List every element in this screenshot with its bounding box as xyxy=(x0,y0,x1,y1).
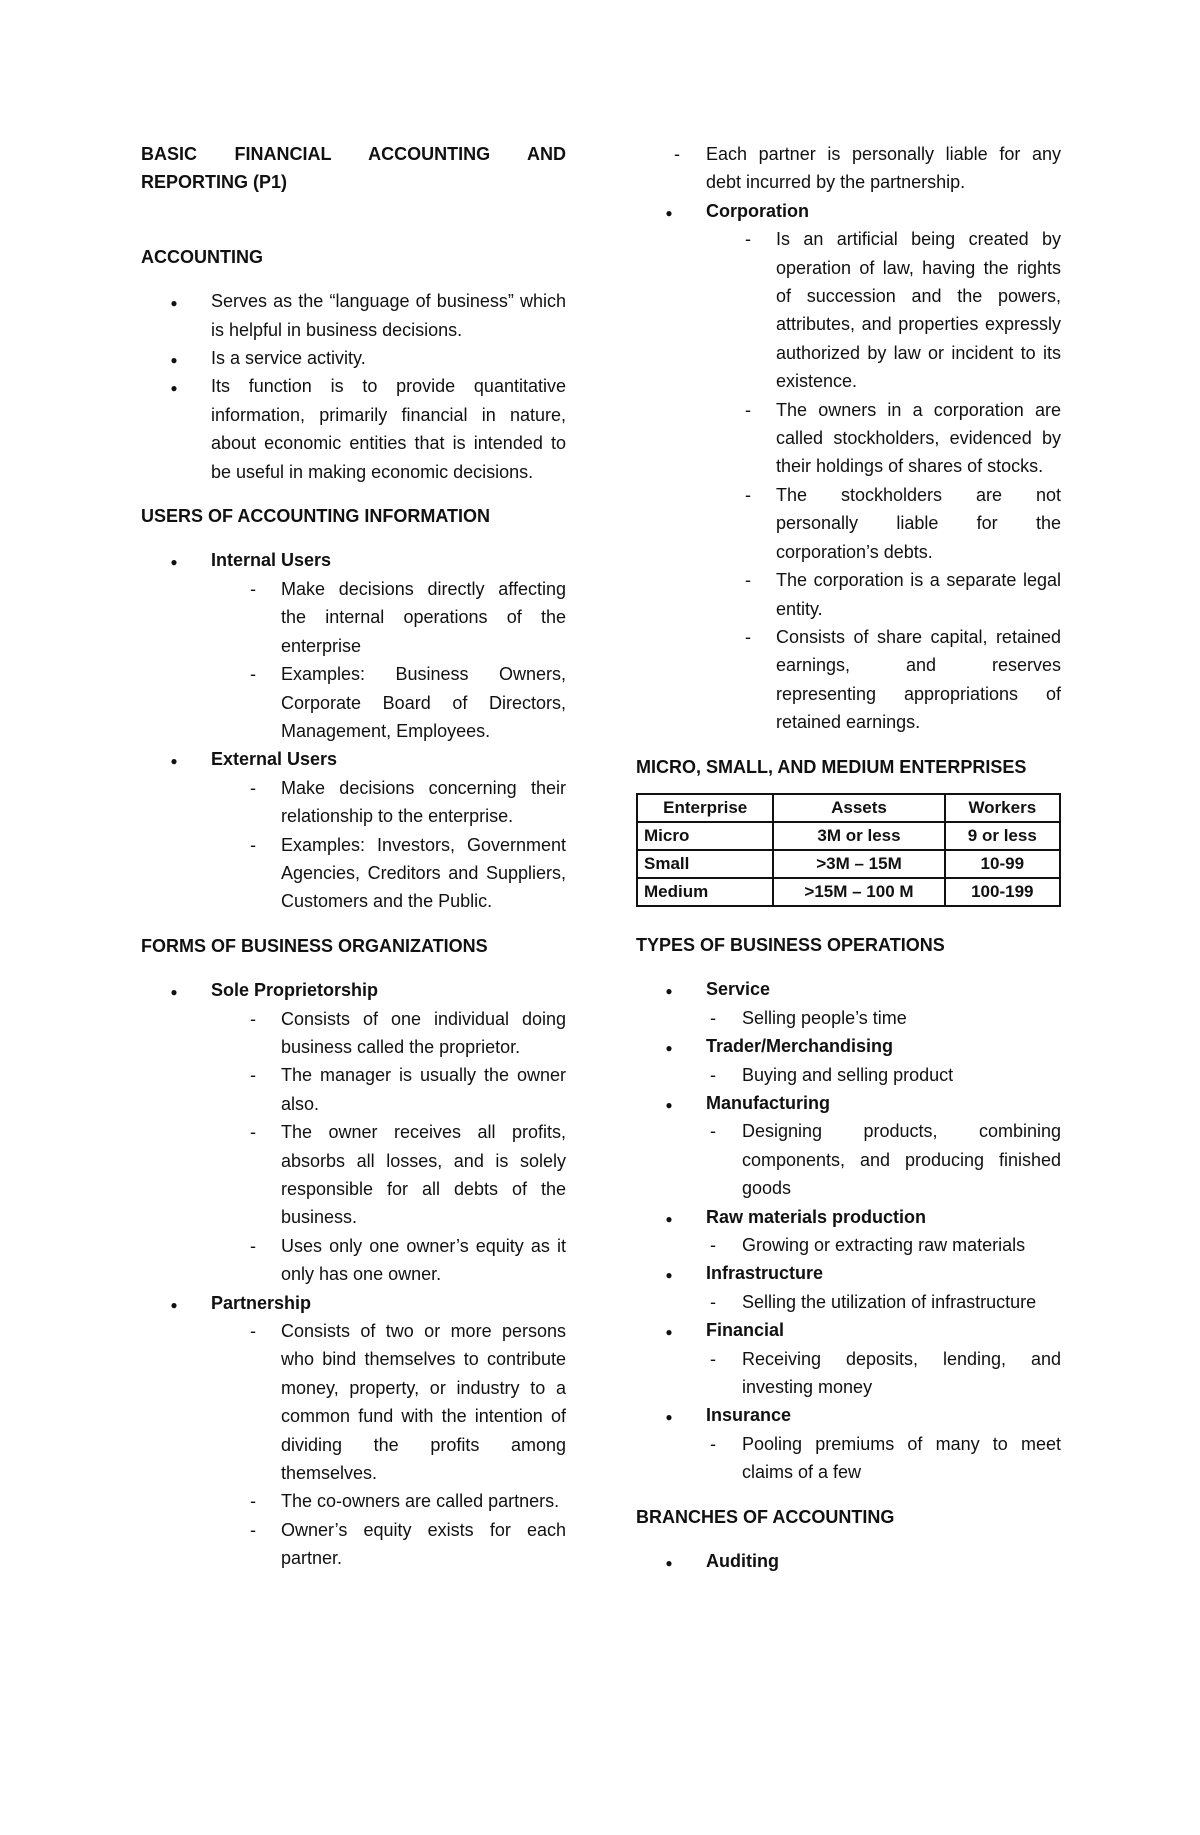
sub-list-item: - Receiving deposits, lending, and investing money xyxy=(710,1348,1061,1398)
table-cell: Small xyxy=(637,850,773,878)
partnership-label: Partnership xyxy=(211,1292,312,1313)
types-list xyxy=(636,975,1061,1486)
sub-list-item: - Make decisions concerning their relationship to the enterprise. xyxy=(250,777,566,827)
bullet-icon xyxy=(169,1289,179,1319)
table-cell: 100-199 xyxy=(945,878,1060,906)
external-users-sublist xyxy=(141,774,566,916)
bullet-icon xyxy=(664,1032,674,1062)
partnership-sublist-continued xyxy=(636,140,1061,197)
bullet-icon xyxy=(664,1316,674,1346)
sub-list-item: - Consists of share capital, retained earnings, and reserves representing appropriations of retained earnings. xyxy=(745,626,1061,733)
msme-heading: MICRO, SMALL, AND MEDIUM ENTERPRISES xyxy=(636,756,1027,777)
bullet-icon xyxy=(664,197,674,227)
table-cell: 3M or less xyxy=(773,822,944,850)
sole-proprietorship-label: Sole Proprietorship xyxy=(211,980,379,1001)
list-item: ● Its function is to provide quantitative information, primarily financial in nature, about economic entities that is intended to be useful in making economic decisions. xyxy=(141,372,566,486)
sub-list-item: - Each partner is personally liable for any debt incurred by the partnership. xyxy=(674,144,1061,193)
table-row xyxy=(637,850,1060,878)
bullet-icon xyxy=(664,1203,674,1233)
sub-list-item: - Buying and selling product xyxy=(710,1064,954,1085)
list-item: ● Trader/Merchandising - Buying and selling product xyxy=(636,1032,1061,1089)
sub-list-item: - Examples: Business Owners, Corporate Board of Directors, Management, Employees. xyxy=(250,664,566,741)
sub-list-item: - The corporation is a separate legal entity. xyxy=(745,570,1061,619)
bullet-icon xyxy=(169,546,179,576)
sole-proprietorship-sublist xyxy=(141,1005,566,1289)
table-cell: Micro xyxy=(637,822,773,850)
corporation-sublist xyxy=(636,225,1061,736)
types-heading: TYPES OF BUSINESS OPERATIONS xyxy=(636,934,945,955)
bullet-icon xyxy=(169,745,179,775)
internal-users-label: Internal Users xyxy=(211,550,332,571)
list-item: ● Serves as the “language of business” which is helpful in business decisions. xyxy=(141,287,566,344)
list-item: ● Infrastructure - Selling the utilization of infrastructure xyxy=(636,1259,1061,1316)
bullet-icon xyxy=(664,1089,674,1119)
bullet-icon xyxy=(169,372,179,402)
sub-list-item: - Designing products, combining components, and producing finished goods xyxy=(710,1121,1061,1199)
left-column xyxy=(141,140,566,1573)
sub-list-item: - The owner receives all profits, absorbs all losses, and is solely responsible for all debts of the business. xyxy=(250,1122,566,1228)
forms-heading: FORMS OF BUSINESS ORGANIZATIONS xyxy=(141,935,488,956)
accounting-list xyxy=(141,287,566,486)
sub-list-item: - The owners in a corporation are called stockholders, evidenced by their holdings of shares of stocks. xyxy=(745,399,1061,477)
bullet-icon xyxy=(169,287,179,317)
internal-users-sublist xyxy=(141,575,566,745)
bullet-icon xyxy=(169,344,179,374)
table-cell: 9 or less xyxy=(945,822,1060,850)
sub-list-item: - The co-owners are called partners. xyxy=(250,1491,560,1512)
msme-table xyxy=(636,793,1061,907)
sub-list-item: - Owner’s equity exists for each partner. xyxy=(250,1519,566,1569)
list-item xyxy=(141,1289,566,1573)
bullet-icon xyxy=(664,975,674,1005)
sub-list-item: - The stockholders are not personally liable for the corporation’s debts. xyxy=(745,484,1061,562)
list-item: ● Financial - Receiving deposits, lending, and investing money xyxy=(636,1316,1061,1401)
table-header-cell: Assets xyxy=(773,794,944,822)
sub-list-item: - Uses only one owner’s equity as it only has one owner. xyxy=(250,1235,566,1285)
sub-list-item: - Pooling premiums of many to meet claims of a few xyxy=(710,1433,1061,1483)
forms-list xyxy=(141,976,566,1573)
bullet-icon xyxy=(664,1259,674,1289)
bullet-icon xyxy=(664,1401,674,1431)
sub-list-item: - Consists of two or more persons who bind themselves to contribute money, property, or industry to a common fund with the intention of dividing the profits among themselves. xyxy=(250,1321,566,1484)
list-item: ● Auditing xyxy=(636,1547,1061,1575)
table-row xyxy=(637,878,1060,906)
bullet-icon xyxy=(664,1547,674,1577)
list-item: ● Manufacturing - Designing products, combining components, and producing finished goods xyxy=(636,1089,1061,1203)
right-column xyxy=(636,140,1061,1575)
table-cell: >15M – 100 M xyxy=(773,878,944,906)
table-row xyxy=(637,822,1060,850)
table-header-cell: Enterprise xyxy=(637,794,773,822)
corporation-label: Corporation xyxy=(706,200,809,221)
sub-list-item: - Selling people’s time xyxy=(710,1007,907,1028)
corporation-list xyxy=(636,197,1061,737)
sub-list-item: - Selling the utilization of infrastructure xyxy=(710,1291,1037,1312)
sub-list-item: - Growing or extracting raw materials xyxy=(710,1235,1026,1255)
sub-list-item: - Make decisions directly affecting the internal operations of the enterprise xyxy=(250,578,566,656)
list-item xyxy=(636,197,1061,737)
table-cell: 10-99 xyxy=(945,850,1060,878)
users-list xyxy=(141,546,566,915)
table-cell: >3M – 15M xyxy=(773,850,944,878)
document-title: BASIC FINANCIAL ACCOUNTING AND REPORTING (P1) xyxy=(141,144,566,193)
external-users-label: External Users xyxy=(211,749,338,770)
table-cell: Medium xyxy=(637,878,773,906)
list-item: ● Raw materials production - Growing or extracting raw materials xyxy=(636,1203,1061,1260)
list-item xyxy=(141,745,566,915)
sub-list-item: - The manager is usually the owner also. xyxy=(250,1065,566,1114)
branches-heading: BRANCHES OF ACCOUNTING xyxy=(636,1506,895,1527)
list-item: ● Insurance - Pooling premiums of many to meet claims of a few xyxy=(636,1401,1061,1486)
partnership-sublist xyxy=(141,1317,566,1573)
list-item: ● Is a service activity. xyxy=(141,344,566,372)
bullet-icon xyxy=(169,976,179,1006)
list-item xyxy=(141,976,566,1288)
list-item xyxy=(141,546,566,745)
sub-list-item: - Examples: Investors, Government Agencies, Creditors and Suppliers, Customers and the Public. xyxy=(250,834,566,912)
sub-list-item: - Consists of one individual doing business called the proprietor. xyxy=(250,1008,566,1057)
list-item: ● Service - Selling people’s time xyxy=(636,975,1061,1032)
accounting-heading: ACCOUNTING xyxy=(141,246,263,267)
sub-list-item: - Is an artificial being created by operation of law, having the rights of succession and the powers, attributes, and properties expressly authorized by law or incident to its existence. xyxy=(745,229,1061,392)
table-header-row xyxy=(637,794,1060,822)
users-heading: USERS OF ACCOUNTING INFORMATION xyxy=(141,506,490,527)
table-header-cell: Workers xyxy=(945,794,1060,822)
branches-list xyxy=(636,1547,1061,1575)
